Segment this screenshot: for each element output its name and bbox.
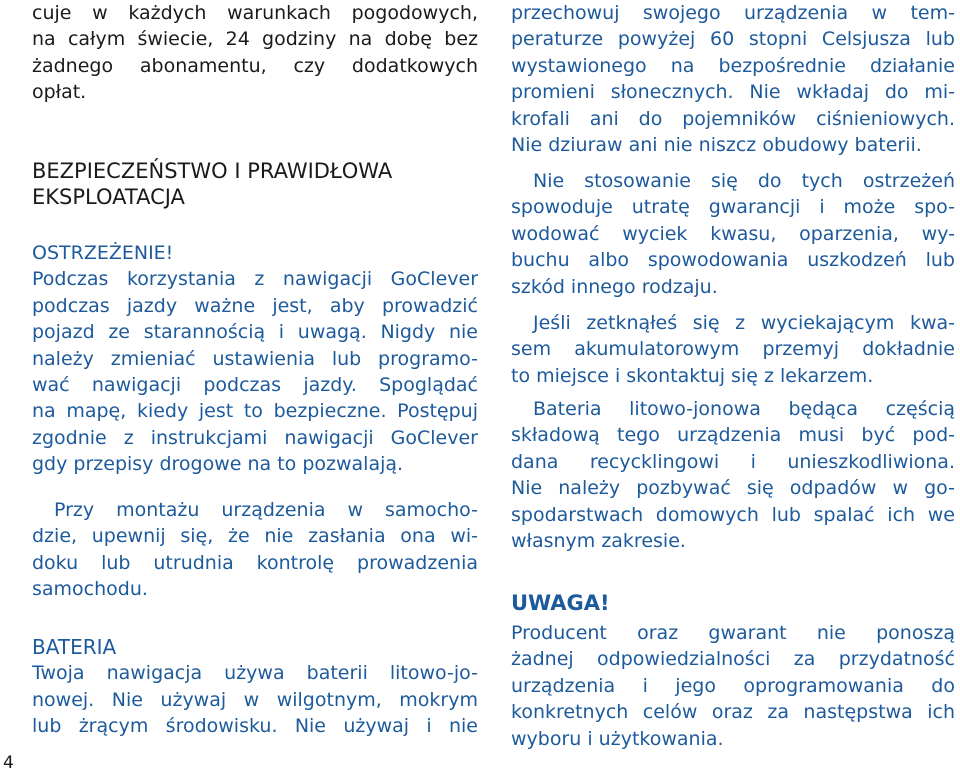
- text-line: wystawionego na bezpośrednie działanie: [511, 54, 955, 77]
- section-heading-line: EKSPLOATACJA: [32, 185, 185, 210]
- text-line: pojazd ze starannością i uwagą. Nigdy nie: [32, 321, 478, 344]
- text-line: promieni słonecznych. Nie wkładaj do mi-: [511, 81, 955, 104]
- section-heading-line: BEZPIECZEŃSTWO I PRAWIDŁOWA: [32, 159, 393, 183]
- text-line: dana recycklingowi i unieszkodliwiona.: [511, 450, 955, 473]
- text-line: składową tego urządzenia musi być pod-: [511, 424, 955, 447]
- text-line: konkretnych celów oraz za następstwa ich: [511, 701, 955, 724]
- text-line: to miejsce i skontaktuj się z lekarzem.: [511, 364, 874, 387]
- text-line: spowoduje utratę gwarancji i może spo-: [511, 196, 955, 219]
- text-line: podczas jazdy ważne jest, aby prowadzić: [32, 294, 478, 317]
- text-line: Przy montażu urządzenia w samocho-: [54, 499, 478, 521]
- text-line: buchu albo spowodowania uszkodzeń lub: [511, 249, 955, 272]
- text-line: żadnego abonamentu, czy dodatkowych: [32, 54, 478, 77]
- text-line: Producent oraz gwarant nie ponoszą: [511, 622, 955, 644]
- text-line: Jeśli zetknąłeś się z wyciekającym kwa-: [533, 312, 955, 334]
- recycling-paragraph: [511, 396, 955, 554]
- text-line: wodować wyciek kwasu, oparzenia, wy-: [511, 222, 955, 245]
- text-line: Bateria litowo-jonowa będąca częścią: [533, 398, 955, 420]
- uwaga-heading: UWAGA!: [511, 591, 610, 615]
- text-line: żadnej odpowiedzialności za przydatność: [511, 648, 955, 671]
- text-line: na całym świecie, 24 godziny na dobę bez: [32, 28, 478, 51]
- battery-heading: BATERIA: [32, 635, 117, 659]
- text-line: wać nawigacji podczas jazdy. Spoglądać: [32, 373, 478, 396]
- warning-block: [32, 240, 478, 478]
- uwaga-heading-block: [511, 590, 955, 616]
- intro-paragraph: [32, 0, 478, 106]
- battery-continuation: [511, 0, 955, 158]
- page-number: 4: [3, 753, 14, 773]
- text-line: peraturze powyżej 60 stopni Celsjusza lub: [511, 28, 955, 51]
- text-line: Nie należy pozbywać się odpadów w go-: [511, 477, 955, 500]
- text-line: cuje w każdych warunkach pogodowych,: [32, 2, 478, 24]
- text-line: samochodu.: [32, 578, 148, 601]
- text-line: gdy przepisy drogowe na to pozwalają.: [32, 453, 404, 476]
- contact-paragraph: [511, 310, 955, 389]
- text-line: własnym zakresie.: [511, 529, 686, 552]
- text-line: dzie, upewnij się, że nie zasłania ona wi-: [32, 525, 478, 548]
- text-line: lub żrącym środowisku. Nie używaj i nie: [32, 715, 478, 738]
- text-line: urządzenia i jego oprogramowania do: [511, 674, 955, 697]
- section-heading: [32, 158, 478, 211]
- warranty-paragraph: [511, 168, 955, 300]
- warning-label: OSTRZEŻENIE!: [32, 242, 174, 264]
- text-line: sem akumulatorowym przemyj dokładnie: [511, 338, 955, 361]
- text-line: przechowuj swojego urządzenia w tem-: [511, 2, 955, 24]
- text-line: na mapę, kiedy jest to bezpieczne. Postępuj: [32, 400, 478, 423]
- mounting-paragraph: [32, 497, 478, 603]
- text-line: krofali ani do pojemników ciśnieniowych.: [511, 107, 955, 130]
- text-line: Twoja nawigacja używa baterii litowo-jo-: [32, 662, 478, 685]
- uwaga-paragraph: [511, 620, 955, 752]
- text-line: opłat.: [32, 81, 87, 104]
- battery-section: [32, 634, 478, 740]
- text-line: doku lub utrudnia kontrolę prowadzenia: [32, 551, 478, 574]
- text-line: spodarstwach domowych lub spalać ich we: [511, 503, 955, 526]
- text-line: Podczas korzystania z nawigacji GoClever: [32, 268, 478, 291]
- text-line: należy zmieniać ustawienia lub programo-: [32, 347, 478, 370]
- text-line: Nie dziuraw ani nie niszcz obudowy baterii.: [511, 133, 922, 156]
- text-line: zgodnie z instrukcjami nawigacji GoClever: [32, 426, 478, 449]
- text-line: Nie stosowanie się do tych ostrzeżeń: [533, 170, 955, 192]
- text-line: wyboru i użytkowania.: [511, 727, 724, 750]
- text-line: szkód innego rodzaju.: [511, 275, 718, 298]
- text-line: nowej. Nie używaj w wilgotnym, mokrym: [32, 688, 478, 711]
